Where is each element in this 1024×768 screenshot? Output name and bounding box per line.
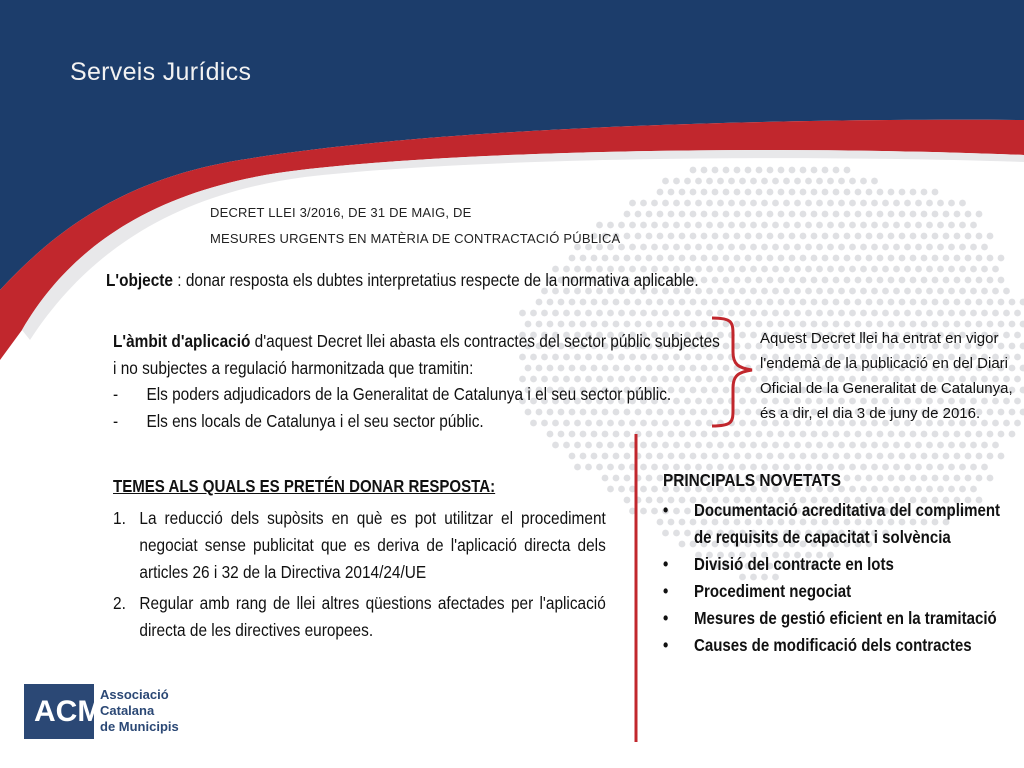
ambit-text: d'aquest Decret llei abasta els contractes del sector públic subjectes i no subjectes a regulació harmonitzada que tramitin: xyxy=(113,331,720,378)
list-item: • Divisió del contracte en lots xyxy=(663,551,1016,578)
bullet-icon: • xyxy=(663,581,669,601)
objecte-text: : donar resposta els dubtes interpretatius respecte de la normativa aplicable. xyxy=(172,270,699,290)
entry-into-force-note: Aquest Decret llei ha entrat en vigor l'endemà de la publicació en del Diari Oficial de la Generalitat de Catalunya, és a dir, el dia 3 de juny de 2016. xyxy=(760,330,1013,422)
ambit-item: - Els ens locals de Catalunya i el seu sector públic. xyxy=(113,408,720,435)
objecte-paragraph xyxy=(106,270,699,291)
temes-heading: TEMES ALS QUALS ES PRETÉN DONAR RESPOSTA: xyxy=(113,476,496,496)
list-item: • Mesures de gestió eficient en la tramitació xyxy=(663,605,1016,632)
list-item: 1. La reducció dels supòsits en què es pot utilitzar el procediment negociat sense publicitat que es deriva de l'aplicació directa dels articles 26 i 32 de la Directiva 2014/24/UE xyxy=(113,508,606,582)
ambit-paragraph xyxy=(113,328,720,434)
ambit-label: L'àmbit d'aplicació xyxy=(113,331,251,351)
logo-mark: ACM xyxy=(34,695,103,728)
decree-title-line1: DECRET LLEI 3/2016, DE 31 DE MAIG, DE xyxy=(210,205,472,220)
bullet-icon: • xyxy=(663,635,669,655)
bullet-icon: • xyxy=(663,554,669,574)
list-item: 2. Regular amb rang de llei altres qüestions afectades per l'aplicació directa de les directives europees. xyxy=(113,593,606,640)
page-title: Serveis Jurídics xyxy=(70,58,252,86)
list-item: • Procediment negociat xyxy=(663,578,1016,605)
list-item: • Causes de modificació dels contractes xyxy=(663,632,1016,659)
temes-list xyxy=(113,505,606,648)
ambit-item: - Els poders adjudicadors de la Generalitat de Catalunya i el seu sector públic. xyxy=(113,381,720,408)
bullet-icon: • xyxy=(663,500,669,520)
objecte-label: L'objecte xyxy=(106,270,173,290)
dash-marker: - xyxy=(113,384,119,404)
novetats-heading: PRINCIPALS NOVETATS xyxy=(663,470,841,490)
dash-marker: - xyxy=(113,410,119,431)
logo-text: Associació Catalana de Municipis xyxy=(100,687,179,734)
acm-logo xyxy=(24,684,103,739)
bullet-icon: • xyxy=(663,608,669,628)
novetats-list xyxy=(663,497,1016,659)
decree-title-line2: MESURES URGENTS EN MATÈRIA DE CONTRACTACIÓ PÚBLICA xyxy=(210,231,621,246)
list-item: • Documentació acreditativa del compliment de requisits de capacitat i solvència xyxy=(663,497,1016,551)
